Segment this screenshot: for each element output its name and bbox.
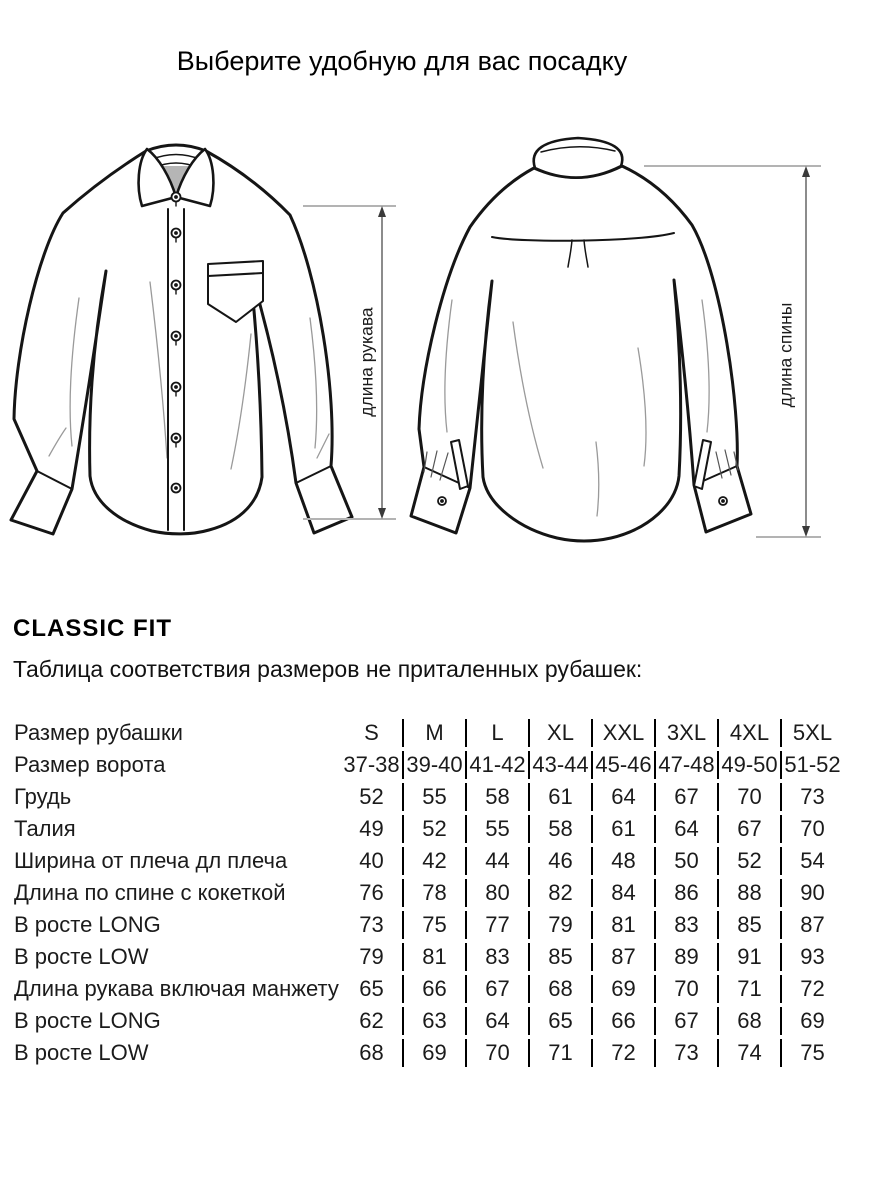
table-row xyxy=(14,975,843,1003)
table-row xyxy=(14,1039,843,1067)
cell: 67 xyxy=(465,975,528,1003)
row-label: В росте LOW xyxy=(14,944,149,969)
back-shirt-drawing xyxy=(411,138,751,541)
row-label: Длина рукава включая манжету xyxy=(14,976,339,1001)
cell: 64 xyxy=(654,815,717,843)
cell: 50 xyxy=(654,847,717,875)
cell: 72 xyxy=(780,975,843,1003)
cell: 46 xyxy=(528,847,591,875)
cell: 69 xyxy=(402,1039,465,1067)
table-header-row xyxy=(14,719,843,747)
cell: 42 xyxy=(402,847,465,875)
size-header-cell: XL xyxy=(528,719,591,747)
cell: 55 xyxy=(402,783,465,811)
front-shirt-drawing xyxy=(11,145,352,534)
page-title: Выберите удобную для вас посадку xyxy=(176,46,628,76)
cell: 52 xyxy=(402,815,465,843)
cell: 75 xyxy=(402,911,465,939)
cell: 70 xyxy=(717,783,780,811)
row-label: В росте LOW xyxy=(14,1040,149,1065)
cell: 67 xyxy=(654,783,717,811)
cell: 80 xyxy=(465,879,528,907)
cell: 48 xyxy=(591,847,654,875)
cell: 63 xyxy=(402,1007,465,1035)
row-label: Размер ворота xyxy=(14,752,166,777)
cell: 71 xyxy=(528,1039,591,1067)
cell: 87 xyxy=(591,943,654,971)
cell: 68 xyxy=(717,1007,780,1035)
cell: 64 xyxy=(591,783,654,811)
row-label: Грудь xyxy=(14,784,72,809)
cell: 37-38 xyxy=(343,752,400,777)
cell: 70 xyxy=(654,975,717,1003)
cell: 88 xyxy=(717,879,780,907)
row-label: Размер рубашки xyxy=(14,720,183,745)
fit-heading: CLASSIC FIT xyxy=(13,615,172,642)
size-header-cell: L xyxy=(465,719,528,747)
cell: 77 xyxy=(465,911,528,939)
cell: 85 xyxy=(717,911,780,939)
sleeve-length-label: длина рукава xyxy=(356,307,377,417)
row-label: Длина по спине с кокеткой xyxy=(14,880,286,905)
cell: 66 xyxy=(591,1007,654,1035)
cell: 66 xyxy=(402,975,465,1003)
table-row xyxy=(14,943,843,971)
size-header-cell: M xyxy=(402,719,465,747)
cell: 79 xyxy=(359,944,384,969)
cell: 52 xyxy=(717,847,780,875)
cell: 61 xyxy=(528,783,591,811)
cell: 43-44 xyxy=(528,751,591,779)
table-row xyxy=(14,847,843,875)
cell: 86 xyxy=(654,879,717,907)
cell: 75 xyxy=(780,1039,843,1067)
cell: 62 xyxy=(359,1008,384,1033)
cell: 81 xyxy=(402,943,465,971)
row-label: В росте LONG xyxy=(14,912,161,937)
cell: 54 xyxy=(780,847,843,875)
cell: 67 xyxy=(717,815,780,843)
cell: 49 xyxy=(359,816,384,841)
row-label: В росте LONG xyxy=(14,1008,161,1033)
cell: 67 xyxy=(654,1007,717,1035)
cell: 74 xyxy=(717,1039,780,1067)
cell: 73 xyxy=(780,783,843,811)
cell: 78 xyxy=(402,879,465,907)
cell: 85 xyxy=(528,943,591,971)
table-row xyxy=(14,751,843,779)
cell: 58 xyxy=(465,783,528,811)
cell: 93 xyxy=(780,943,843,971)
cell: 44 xyxy=(465,847,528,875)
size-header-cell: 4XL xyxy=(717,719,780,747)
cell: 68 xyxy=(359,1040,384,1065)
cell: 61 xyxy=(591,815,654,843)
table-row xyxy=(14,879,843,907)
cell: 55 xyxy=(465,815,528,843)
cell: 41-42 xyxy=(465,751,528,779)
cell: 65 xyxy=(528,1007,591,1035)
table-subtitle: Таблица соответствия размеров не приталенных рубашек: xyxy=(13,656,643,682)
cell: 81 xyxy=(591,911,654,939)
cell: 47-48 xyxy=(654,751,717,779)
cell: 82 xyxy=(528,879,591,907)
size-header-cell: S xyxy=(364,720,379,745)
cell: 90 xyxy=(780,879,843,907)
cell: 68 xyxy=(528,975,591,1003)
cell: 70 xyxy=(780,815,843,843)
cell: 39-40 xyxy=(402,751,465,779)
table-row xyxy=(14,783,843,811)
cell: 65 xyxy=(359,976,384,1001)
table-row xyxy=(14,1007,843,1035)
row-label: Талия xyxy=(14,816,76,841)
table-row xyxy=(14,911,843,939)
cell: 69 xyxy=(591,975,654,1003)
cell: 64 xyxy=(465,1007,528,1035)
cell: 76 xyxy=(359,880,384,905)
cell: 45-46 xyxy=(591,751,654,779)
cell: 83 xyxy=(654,911,717,939)
cell: 73 xyxy=(359,912,384,937)
row-label: Ширина от плеча дл плеча xyxy=(14,848,288,873)
cell: 51-52 xyxy=(780,751,843,779)
cell: 87 xyxy=(780,911,843,939)
cell: 89 xyxy=(654,943,717,971)
cell: 91 xyxy=(717,943,780,971)
back-collar xyxy=(534,138,623,178)
size-header-cell: 5XL xyxy=(780,719,843,747)
cell: 72 xyxy=(591,1039,654,1067)
cell: 70 xyxy=(465,1039,528,1067)
size-header-cell: 3XL xyxy=(654,719,717,747)
cell: 69 xyxy=(780,1007,843,1035)
back-length-label: длина спины xyxy=(775,302,796,408)
cell: 84 xyxy=(591,879,654,907)
cell: 49-50 xyxy=(717,751,780,779)
cell: 83 xyxy=(465,943,528,971)
cell: 73 xyxy=(654,1039,717,1067)
cell: 52 xyxy=(359,784,384,809)
size-table xyxy=(14,715,843,1071)
cell: 79 xyxy=(528,911,591,939)
front-shirt-body xyxy=(11,145,352,534)
cell: 58 xyxy=(528,815,591,843)
cell: 40 xyxy=(359,848,384,873)
cell: 71 xyxy=(717,975,780,1003)
size-header-cell: XXL xyxy=(591,719,654,747)
table-row xyxy=(14,815,843,843)
